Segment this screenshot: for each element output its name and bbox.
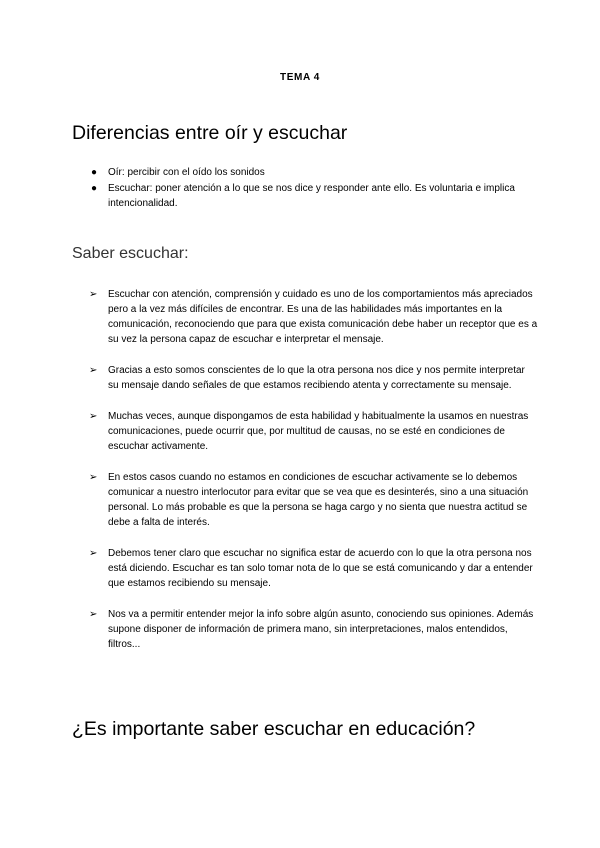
list-item — [89, 546, 538, 591]
arrow-bullet-icon: ➢ — [89, 472, 98, 483]
list-item-text: Debemos tener claro que escuchar no significa estar de acuerdo con lo que la otra persona nos está diciendo. Escuchar es tan solo tomar nota de lo que se está comunicando y dar a entender que estamos recibiendo su mensaje. — [108, 548, 533, 589]
list-item — [89, 470, 538, 530]
list-item-text: Escuchar con atención, comprensión y cuidado es uno de los comportamientos más apreciados pero a la vez más difíciles de encontrar. Es una de las habilidades más importantes en la comunicación, reconociendo que para que exista comunicación debe haber un receptor que es a su vez la persona capaz de escuchar e interpretar el mensaje. — [108, 289, 538, 345]
list-item-text: Oír: percibir con el oído los sonidos — [108, 167, 265, 178]
list-item — [89, 607, 538, 652]
list-item-text: Escuchar: poner atención a lo que se nos dice y responder ante ello. Es voluntaria e implica intencionalidad. — [108, 183, 515, 209]
arrow-bullet-icon: ➢ — [89, 548, 98, 559]
list-item-text: Nos va a permitir entender mejor la info sobre algún asunto, conociendo sus opiniones. Además supone disponer de información de primera mano, sin interpretaciones, malos entendidos, filtros... — [108, 609, 534, 650]
topic-label: TEMA 4 — [280, 72, 320, 83]
list-item — [89, 409, 538, 454]
list-item — [89, 287, 538, 347]
arrow-bullet-icon: ➢ — [89, 411, 98, 422]
arrow-bullet-icon: ➢ — [89, 365, 98, 376]
list-item — [89, 363, 538, 393]
list-item-text: Muchas veces, aunque dispongamos de esta habilidad y habitualmente la usamos en nuestras comunicaciones, puede ocurrir que, por multitud de causas, no se esté en condiciones de escuchar activamente. — [108, 411, 529, 452]
list-item — [91, 181, 538, 211]
saber-escuchar-list — [89, 287, 538, 668]
heading-importance-education: ¿Es importante saber escuchar en educación? — [72, 718, 476, 740]
arrow-bullet-icon: ➢ — [89, 609, 98, 620]
bullet-dot-icon: ● — [91, 183, 98, 194]
list-item — [91, 165, 538, 180]
definitions-list — [91, 165, 538, 212]
arrow-bullet-icon: ➢ — [89, 289, 98, 300]
list-item-text: Gracias a esto somos conscientes de lo que la otra persona nos dice y nos permite interpretar su mensaje dando señales de que estamos recibiendo atenta y correctamente su mensaje. — [108, 365, 525, 391]
heading-differences: Diferencias entre oír y escuchar — [72, 122, 348, 144]
list-item-text: En estos casos cuando no estamos en condiciones de escuchar activamente se lo debemos comunicar a nuestro interlocutor para evitar que se vea que es desinterés, sino a una situación personal. Lo más probable es que la persona se haga cargo y no sienta que nuestra actitud se debe a falta de interés. — [108, 472, 529, 528]
heading-saber-escuchar: Saber escuchar: — [72, 245, 189, 262]
bullet-dot-icon: ● — [91, 167, 98, 178]
